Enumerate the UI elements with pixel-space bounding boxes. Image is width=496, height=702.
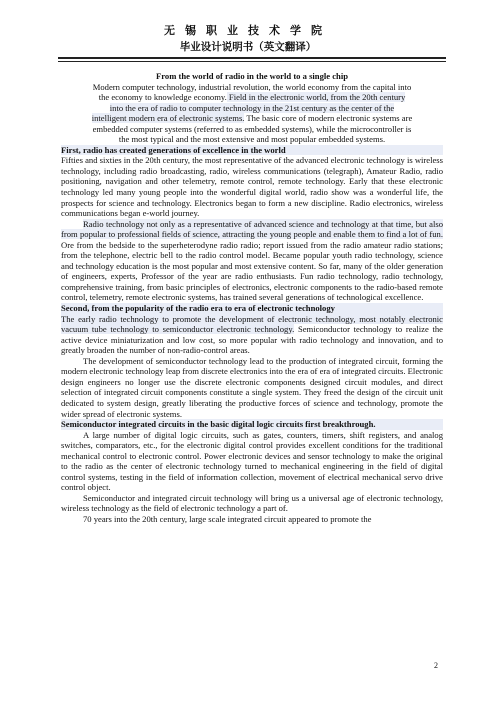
paragraph: The early radio technology to promote the development of electronic technology, most notably electronic vacuum tube technology to semiconductor electronic technology. Semiconductor technology to realize the active device miniaturization and low cost, so more popular with radio technology and innovation, and to greatly broaden the number of non-radio-control areas. xyxy=(61,313,443,356)
section-heading: Semiconductor integrated circuits in the basic digital logic circuits first breakthrough. xyxy=(61,419,443,430)
page-number: 2 xyxy=(434,661,438,670)
intro-line: the most typical and the most extensive and most popular embedded systems. xyxy=(118,134,386,145)
intro-line: Modern computer technology, industrial revolution, the world economy from the capital into xyxy=(92,81,412,92)
intro-paragraph xyxy=(61,82,443,145)
section-heading: First, radio has created generations of excellence in the world xyxy=(61,145,443,156)
intro-line: embedded computer systems (referred to as embedded systems), while the microcontroller is xyxy=(92,123,412,134)
school-name: 无锡职业技术学院 xyxy=(164,24,332,37)
paragraph: Radio technology not only as a representative of advanced science and technology at that time, but also from popular to professional fields of science, attracting the young people and enable them to find a lot of fun. Ore from the bedside to the superheterodyne radio radio; report issued from the radio amateur radio stations; from the telephone, electric bell to the radio control model. Became popular youth radio technology, science and technology education is the most popular and most extensive content. So far, many of the older generation of engineers, experts, Professor of the year are radio enthusiasts. Fun radio technology, radio technology, comprehensive training, from basic principles of electronics, electronic components to the radio-based remote control, telemetry, remote electronic systems, has trained several generations of technological excellence. xyxy=(61,218,443,303)
paragraph: The development of semiconductor technology lead to the production of integrated circuit, forming the modern electronic technology leap from discrete electronics into the era of era of integrated circuits. Electronic design engineers no longer use the discrete electronic components designed circuit modules, and direct selection of integrated circuit components constitute a single system. They freed the design of the circuit unit dedicated to system design, greatly liberating the productive forces of science and technology, promote the wider spread of electronic systems. xyxy=(61,355,443,419)
intro-line: intelligent modern era of electronic systems. The basic core of modern electronic systems are xyxy=(91,113,413,124)
document-subtitle: 毕业设计说明书（英文翻译） xyxy=(179,41,317,53)
highlighted-text: Field in the electronic world, from the 20th century xyxy=(226,92,406,103)
page-header xyxy=(0,24,496,54)
article-title: From the world of radio in the world to a single chip xyxy=(155,71,348,81)
highlighted-text: The early radio technology to promote the development of electronic technology, most notably electronic vacuum tube technology to semiconductor electronic technology. xyxy=(61,313,443,335)
paragraph: Fifties and sixties in the 20th century, the most representative of the advanced electronic technology is wireless technology, including radio broadcasting, radio, wireless communications (telegraph), Amateur Radio, radio positioning, navigation and other telemetry, remote control, remote technology. Early that these electronic technology led many young people into the wonderful digital world, radio show was a wonderful life, the prospects for science and technology. Electronics began to form a new discipline. Radio electronics, wireless communications began e-world journey. xyxy=(61,155,443,219)
header-rule-thick xyxy=(58,57,446,59)
paragraph: A large number of digital logic circuits, such as gates, counters, timers, shift registers, and analog switches, comparators, etc., for the electronic digital control provides excellent conditions for the traditional mechanical control to electronic control. Power electronic devices and sensor technology to make the original to the radio as the center of electronic technology turned to mechanical engineering in the field of digital control systems, testing in the field of information collection, movement of electrical mechanical servo drive control object. xyxy=(61,429,443,493)
intro-line xyxy=(61,103,443,114)
highlighted-text: Radio technology not only as a representative of advanced science and technology at that time, but also from popular to professional fields of science, attracting the young people and enable them to find a lot of fun. xyxy=(61,218,443,240)
section-heading: Second, from the popularity of the radio era to era of electronic technology xyxy=(61,303,443,314)
paragraph: Semiconductor and integrated circuit technology will bring us a universal age of electronic technology, wireless technology as the field of electronic technology a part of. xyxy=(61,492,443,514)
highlighted-text: intelligent modern era of electronic systems. xyxy=(91,113,245,124)
paragraph: 70 years into the 20th century, large scale integrated circuit appeared to promote the xyxy=(83,513,372,524)
header-rule-thin xyxy=(58,61,446,62)
intro-line: the economy to knowledge economy. Field in the electronic world, from the 20th century xyxy=(98,92,406,103)
document-body xyxy=(61,71,443,525)
highlighted-text: into the era of radio to computer technology in the 21st century as the center of the xyxy=(109,102,395,113)
